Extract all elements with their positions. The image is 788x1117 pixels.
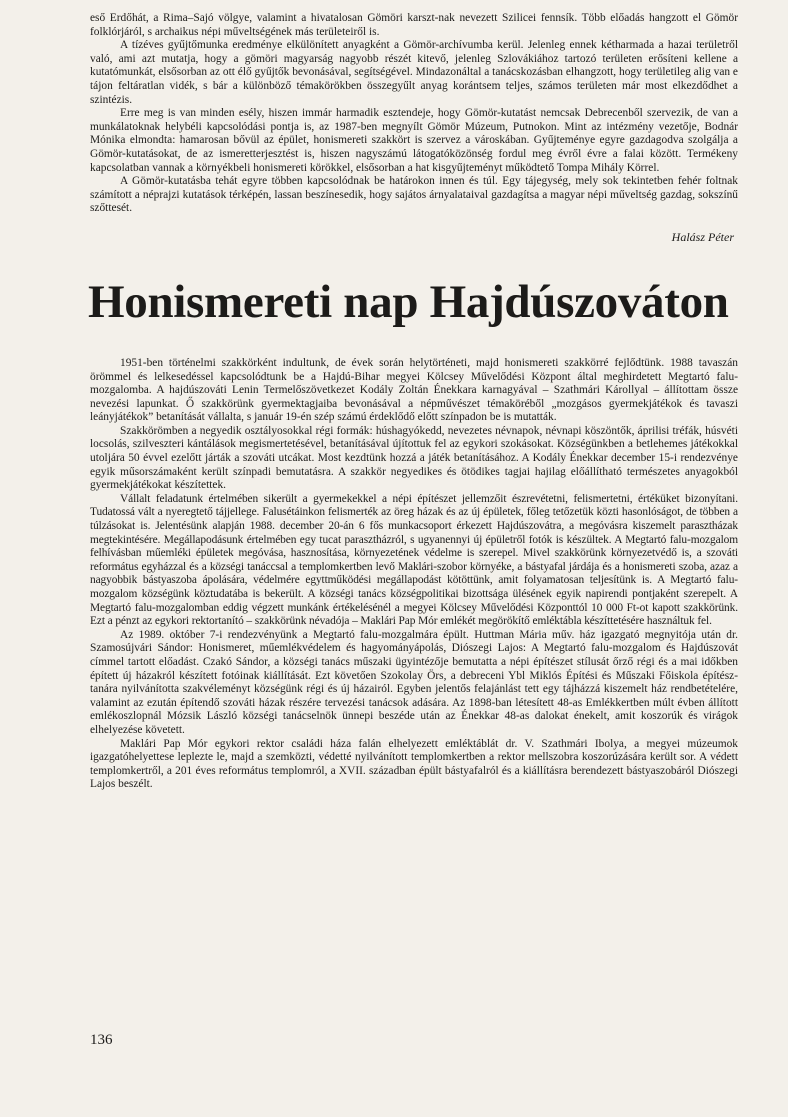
- paragraph: Maklári Pap Mór egykori rektor családi háza falán elhelyezett emléktáblát dr. V. Szathmári Ibolya, a megyei múzeumok igazgatóhelyettese leplezte le, majd a szemközti, védetté nyilvánított templomkertben a rektor mellszobra koszorúzására került sor. A védett templomkertről, a 201 éves református templomról, a XVII. században épült bástyafalról és a kiállításra berendezett bástyaszobáról Diószegi Lajos beszélt.: [90, 737, 738, 791]
- article-title: Honismereti nap Hajdúszováton: [88, 275, 729, 328]
- article-continuation: [90, 12, 738, 216]
- paragraph: Erre meg is van minden esély, hiszen immár harmadik esztendeje, hogy Gömör-kutatást nemcsak Debrecenből szervezik, de van a munkálatoknak helybéli kapcsolódási pontja is, az 1987-ben megnyílt Gömör Múzeum, Putnokon. Mint az intézmény vezetője, Bodnár Mónika elmondta: hamarosan bővül az épület, honismereti szakkört is szervez a városkában. Gyűjteménye egyre gazdagodva szolgálja a Gömör-kutatásokat, de az ismeretterjesztést is, hiszen nagyszámú látogatóközönség fordul meg évről évre a falai között. Termékeny kapcsolatban vannak a környékbeli honismereti körökkel, elsősorban a hat kisgyűjteményt működtető Tompa Mihály Körrel.: [90, 107, 738, 174]
- paragraph: A Gömör-kutatásba tehát egyre többen kapcsolódnak be határokon innen és túl. Egy tájegység, mely sok tekintetben fehér foltnak számított a néprajzi kutatások térképén, lassan beszínesedik, hogy sajátos árnyalataival gazdagítsa a magyar népi műveltség gazdag, sokszínű szőttesét.: [90, 175, 738, 215]
- article-body: [90, 357, 738, 792]
- paragraph: 1951-ben történelmi szakkörként indultunk, de évek során helytörténeti, majd honismereti szakkörré fejlődtünk. 1988 tavaszán örömmel és lelkesedéssel kapcsolódtunk be a Hajdú-Bihar megyei Kölcsey Művelődési Központ által meghirdetett Megtartó falu-mozgalomba. A hajdúszováti Lenin Termelőszövetkezet Kodály Zoltán Énekkara karnagyával – Szathmári Károllyal – állítottam össze nevezési lapunkat. Ő szakkörünk gyermektagjaiba bevonásával a népművészet témaköréből „mozgásos gyermekjátékok és tavaszi leányjátékok” betanítását vállalta, s január 19-én szép számú érdeklődő előtt színpadon be is mutatták.: [90, 356, 738, 424]
- page-number: 136: [90, 1032, 113, 1048]
- paragraph: Az 1989. október 7-i rendezvényünk a Megtartó falu-mozgalmára épült. Huttman Mária műv. ház igazgató megnyitója után dr. Szamosújvári Sándor: Honismeret, műemlékvédelem és hagyományápolás, Diószegi Lajos: A Megtartó falu-mozgalom és Hajdúszovát címmel tartott előadást. Czakó Sándor, a községi tanács műszaki ügyintézője bemutatta a népi építészet stílusát őrző régi és a mai időkben épített új házakról készített fotóinak kiállítását. Ezt követően Szokolay Örs, a debreceni Ybl Miklós Építési és Műszaki Főiskola építész-tanára nyilvánította szakvéleményt községünk régi és új házairól. Egyben jelentős felajánlást tett egy tájházzá kiszemelt ház rendbetételére, valamint az ezután építendő szováti házak részére tervezési tanácsok adására. Az 1898-ban létesített 48-as Emlékkertben múlt évben állított emlékoszlopnál Mózsik László községi tanácselnök ünnepi beszéde után az Énekkar 48-as dalokat énekelt, amit koszorúk és virágok elhelyezése követett.: [90, 628, 738, 736]
- paragraph: eső Erdőhát, a Rima–Sajó völgye, valamint a hivatalosan Gömöri karszt-nak nevezett Szilicei fennsík. Több előadás hangzott el Gömör folklórjáról, s archaikus népi műveltségének más területeiről is.: [90, 12, 738, 38]
- paragraph: Szakkörömben a negyedik osztályosokkal régi formák: húshagyókedd, nevezetes névnapok, névnapi köszöntők, áprilisi tréfák, húsvéti locsolás, szilveszteri kántálások megismertetésével, betanításával újítottuk fel az egykori szokásokat. Községünkben a betlehemes játékokkal utoljára 50 évvel ezelőtt járták a szováti utcákat. Most kezdtünk hozzá a játék betanításához. A Kodály Énekkar december 15-i rendezvénye egyik műsorszámaként került színpadi bemutatásra. A szakkör negyedikes és ötödikes tagjai hajilag előállítható természetes anyagokból gyermekjátékokat készítettek.: [90, 424, 738, 492]
- page-content: [90, 12, 738, 792]
- paragraph: A tízéves gyűjtőmunka eredménye elkülönített anyagként a Gömör-archívumba kerül. Jelenleg ennek kétharmada a hazai területről való, ami azt mutatja, hogy a gömöri magyarság nagyobb részét kitevő, jelenleg Szlovákiához tartozó területen erősíteni kellene a kutatómunkát, elsősorban az ott élő gyűjtők bevonásával, segítségével. Mindazonáltal a tanácskozásban elhangzott, hogy területileg alig van e tájon feltáratlan vidék, s bár a különböző témakörökben összegyűlt anyag korántsem teljes, számos területen már most elkezdődhet a szintézis.: [90, 39, 738, 106]
- author-signature: Halász Péter: [671, 229, 734, 244]
- paragraph: Vállalt feladatunk értelmében sikerült a gyermekekkel a népi építészet jellemzőit észrevétetni, felismertetni, értéküket bizonyítani. Tudatossá vált a nyeregtető tájjellege. Falusétáinkon felismerték az öreg házak és az új épületek, főleg tetőzetük közti hasonlóságot, de többen a túlzásokat is. Jelentésünk alapján 1988. december 20-án 6 fős munkacsoport érkezett Hajdúszovátra, a megóvásra kiszemelt parasztházak megtekintésére. Megállapodásunk értelmében egy tucat parasztházról, s ugyanennyi új épületről fotók is készültek. A Megtartó falu-mozgalom felhívásban műemléki épületek megóvása, hasznosítása, környezetének védelme is szerepel. Mivel szakkörünk környezetvédő is, a szováti református egyházzal és a községi tanáccsal a templomkertben levő Maklári-szobor környéke, a bástyafal járdája és a honismereti szoba, azaz a nagyobbik bástyaszoba ápolására, védelmére egyttműködési megállapodást kötöttünk, amit folyamatosan teljesítünk is. A Megtartó falu-mozgalom községünk köztudatába is bekerült. A községi tanács községpolitikai bizottsága ülésének egyik napirendi pontjaként szerepelt. A Megtartó falu-mozgalomban eddig végzett munkánk értékelésénél a megyei Kölcsey Művelődési Központtól 10 000 Ft-ot kapott szakkörünk. Ezt a pénzt az egykori rektortanító – szakkörünk névadója – Maklári Pap Mór emlékét megörökítő emléktábla készíttetésére használtuk fel.: [90, 492, 738, 628]
